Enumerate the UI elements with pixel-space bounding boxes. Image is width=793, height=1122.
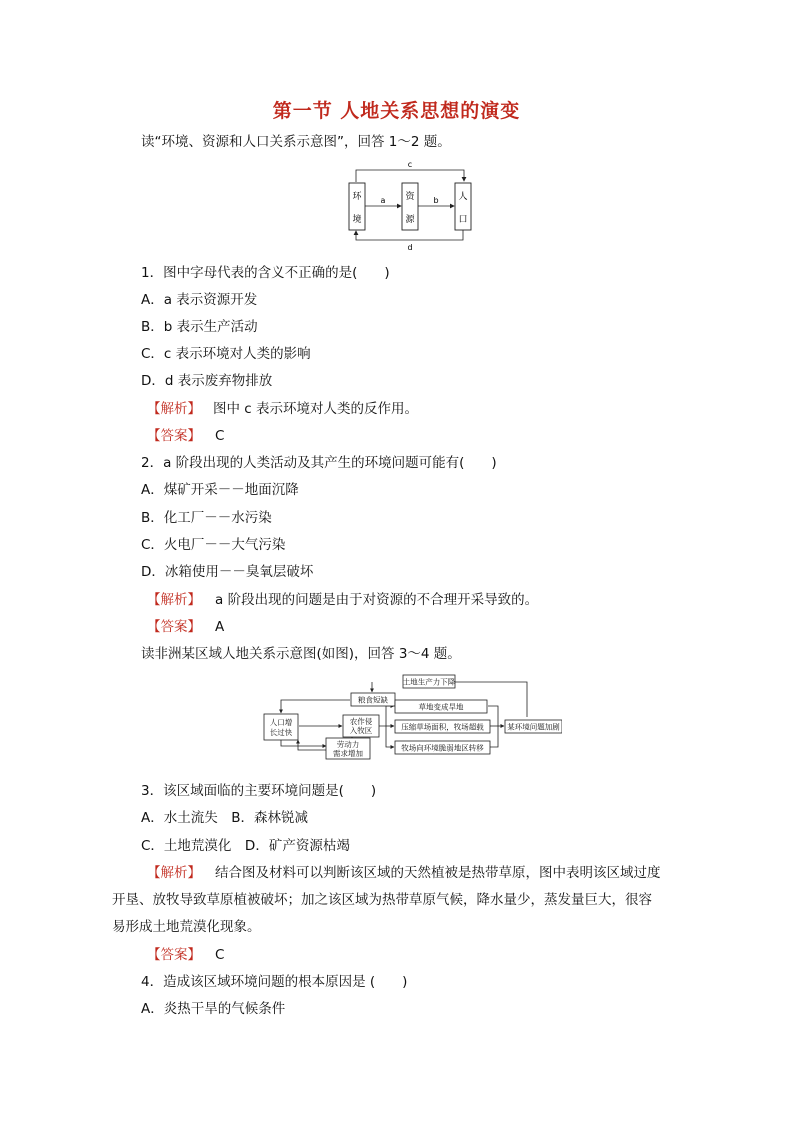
q2-answer [147,618,224,636]
q1-option-d: D．d 表示废弃物排放 [141,373,273,389]
q2-option-a: A．煤矿开采－－地面沉降 [141,482,299,498]
q2-option-c: C．火电厂－－大气污染 [141,537,286,553]
q1-answer-text: C [215,428,225,444]
svg-text:入牧区: 入牧区 [349,726,373,735]
svg-text:源: 源 [405,215,415,225]
q3-stem: 3．该区域面临的主要环境问题是( ) [141,783,377,799]
svg-text:粮食短缺: 粮食短缺 [358,695,388,705]
q2-option-d: D．冰箱使用－－臭氧层破坏 [141,564,314,580]
q4-stem: 4．造成该区域环境问题的根本原因是 ( ) [141,974,408,990]
q1-option-c: C．c 表示环境对人类的影响 [141,346,311,362]
svg-text:长过快: 长过快 [269,728,293,737]
q3-answer [147,946,224,964]
q3-analysis-line3: 易形成土地荒漠化现象。 [112,919,261,935]
svg-text:压缩草场面积，牧场超载: 压缩草场面积，牧场超载 [401,722,484,732]
answer-label: 【答案】 [147,428,201,444]
q2-analysis [147,591,538,609]
svg-text:人口增: 人口增 [269,718,293,727]
svg-text:土地生产力下降: 土地生产力下降 [402,677,456,687]
q1-analysis [147,400,418,418]
q4-option-a: A．炎热干旱的气候条件 [141,1001,286,1017]
label-c: c [407,160,413,169]
arrow-crop-to-grass [379,706,394,726]
arrow-food-to-pop [281,700,350,713]
q1-stem: 1．图中字母代表的含义不正确的是( ) [141,265,390,281]
svg-text:劳动力: 劳动力 [336,740,360,749]
arrow-crop-to-shift [386,726,394,747]
q2-answer-text: A [215,619,225,635]
q3-analysis-line1 [147,864,661,882]
q1-option-a: A．a 表示资源开发 [141,292,258,308]
label-d: d [407,243,413,252]
arrow-labor-to-pop [298,740,326,750]
answer-label: 【答案】 [147,947,201,963]
q1-option-b: B．b 表示生产活动 [141,319,258,335]
q3-analysis-text-1: 结合图及材料可以判断该区域的天然植被是热带草原，图中表明该区域过度 [215,865,661,881]
q2-stem: 2．a 阶段出现的人类活动及其产生的环境问题可能有( ) [141,455,497,471]
q3-options-ab: A．水土流失 B．森林锐减 [141,810,308,826]
svg-text:口: 口 [458,215,468,225]
arrow-shift-to-env [490,726,498,747]
q3-options-cd: C．土地荒漠化 D．矿产资源枯竭 [141,838,350,854]
svg-text:草地变成旱地: 草地变成旱地 [418,702,464,712]
svg-text:环: 环 [352,192,362,202]
intro-q1-2: 读“环境、资源和人口关系示意图”，回答 1～2 题。 [141,134,451,150]
svg-text:某环境问题加剧: 某环境问题加剧 [507,722,560,732]
q1-analysis-text: 图中 c 表示环境对人类的反作用。 [213,401,419,417]
q2-option-b: B．化工厂－－水污染 [141,510,272,526]
svg-text:牧场向环境脆弱地区转移: 牧场向环境脆弱地区转移 [401,743,484,753]
label-a: a [380,196,386,205]
arrow-d [356,230,463,240]
svg-text:人: 人 [458,192,468,202]
q3-answer-text: C [215,947,225,963]
label-b: b [433,196,439,205]
svg-text:农作侵: 农作侵 [349,717,373,726]
q1-answer [147,427,224,445]
svg-text:需求增加: 需求增加 [333,749,363,758]
page-title: 第一节 人地关系思想的演变 [272,100,521,122]
q3-analysis-line2: 开垦、放牧导致草原植被破坏；加之该区域为热带草原气候，降水量少，蒸发量巨大，很容 [112,892,652,908]
diagram-africa-human-land [262,672,562,760]
analysis-label: 【解析】 [147,592,201,608]
analysis-label: 【解析】 [147,401,201,417]
answer-label: 【答案】 [147,619,201,635]
svg-text:资: 资 [405,192,415,202]
arrow-c [356,170,464,182]
analysis-label: 【解析】 [147,865,201,881]
q2-analysis-text: a 阶段出现的问题是由于对资源的不合理开采导致的。 [215,592,539,608]
svg-text:境: 境 [352,215,362,225]
diagram-env-resource-population [340,156,480,252]
intro-q3-4: 读非洲某区域人地关系示意图(如图)，回答 3～4 题。 [141,646,461,662]
